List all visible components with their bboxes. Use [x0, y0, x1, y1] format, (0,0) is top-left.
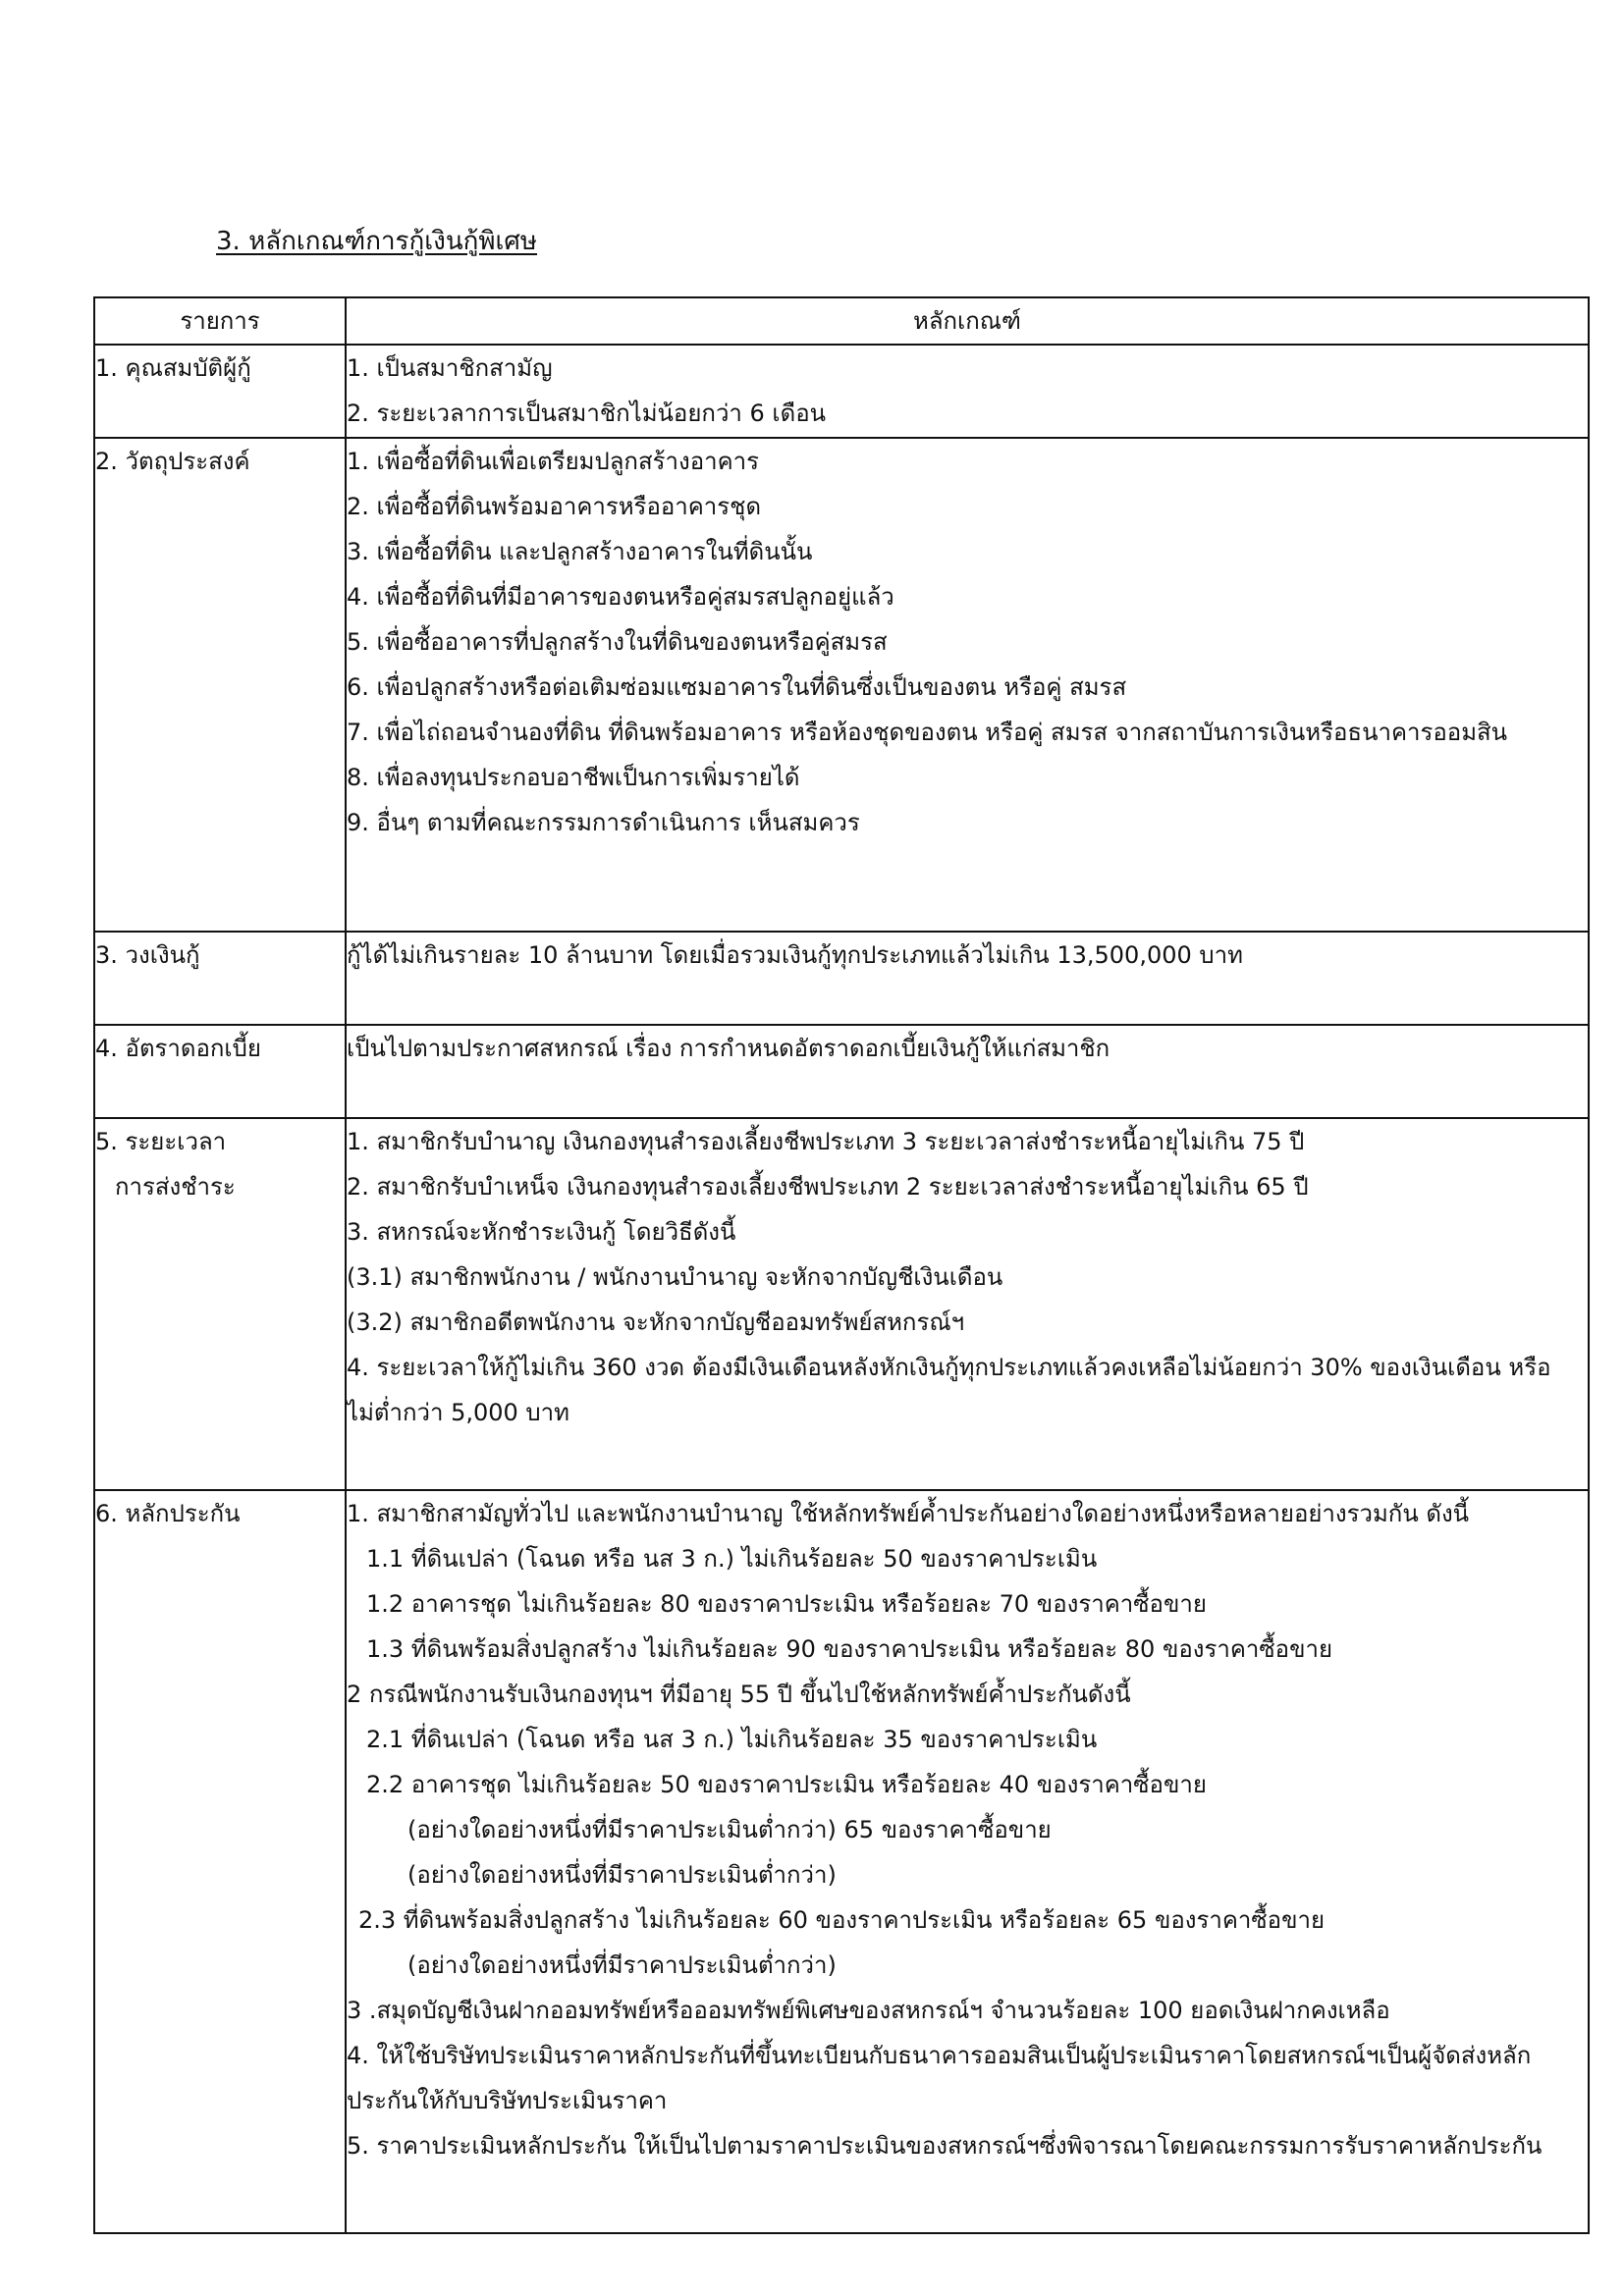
table-row-qualification	[94, 345, 1589, 438]
content-line: 4. ระยะเวลาให้กู้ไม่เกิน 360 งวด ต้องมีเงินเดือนหลังหักเงินกู้ทุกประเภทแล้วคงเหลือไม่น้อยกว่า 30% ของเงินเดือน หรือไม่ต่ำกว่า 5,000 บาท	[347, 1354, 1551, 1426]
row-label-text: 4. อัตราดอกเบี้ย	[95, 1035, 261, 1062]
content-line: 2. เพื่อซื้อที่ดินพร้อมอาคารหรืออาคารชุด	[347, 493, 762, 520]
row-label-text: 1. คุณสมบัติผู้กู้	[95, 354, 251, 382]
content-line: (3.2) สมาชิกอดีตพนักงาน จะหักจากบัญชีออมทรัพย์สหกรณ์ฯ	[347, 1308, 965, 1336]
table-header-row	[94, 297, 1589, 345]
criteria-table	[93, 296, 1590, 2234]
content-line: 2. สมาชิกรับบำเหน็จ เงินกองทุนสำรองเลี้ยงชีพประเภท 2 ระยะเวลาส่งชำระหนี้อายุไม่เกิน 65 ปี	[347, 1173, 1309, 1201]
content-line: 1.1 ที่ดินเปล่า (โฉนด หรือ นส 3 ก.) ไม่เกินร้อยละ 50 ของราคาประเมิน	[366, 1545, 1098, 1573]
content-line: 3. สหกรณ์จะหักชำระเงินกู้ โดยวิธีดังนี้	[347, 1218, 736, 1246]
content-line: 3 .สมุดบัญชีเงินฝากออมทรัพย์หรือออมทรัพย์พิเศษของสหกรณ์ฯ จำนวนร้อยละ 100 ยอดเงินฝากคงเหลือ	[347, 1997, 1390, 2024]
content-line: 1. เป็นสมาชิกสามัญ	[347, 354, 553, 382]
table-row-interest-rate	[94, 1025, 1589, 1118]
row-label	[94, 1490, 346, 2233]
content-line: 2. ระยะเวลาการเป็นสมาชิกไม่น้อยกว่า 6 เดือน	[347, 400, 827, 427]
content-line: 9. อื่นๆ ตามที่คณะกรรมการดำเนินการ เห็นสมควร	[347, 809, 860, 836]
content-line: (อย่างใดอย่างหนึ่งที่มีราคาประเมินต่ำกว่า)	[407, 1951, 837, 1979]
content-line: (3.1) สมาชิกพนักงาน / พนักงานบำนาญ จะหักจากบัญชีเงินเดือน	[347, 1263, 1003, 1291]
table-row-loan-limit	[94, 932, 1589, 1025]
content-line: 7. เพื่อไถ่ถอนจำนองที่ดิน ที่ดินพร้อมอาคาร หรือห้องชุดของตน หรือคู่ สมรส จากสถาบันการเงินหรือธนาคารออมสิน	[347, 719, 1508, 746]
column-header-criteria: หลักเกณฑ์	[346, 297, 1589, 345]
content-line: 2 กรณีพนักงานรับเงินกองทุนฯ ที่มีอายุ 55 ปี ขึ้นไปใช้หลักทรัพย์ค้ำประกันดังนี้	[347, 1681, 1131, 1708]
row-content	[346, 1118, 1589, 1490]
content-line: 4. ให้ใช้บริษัทประเมินราคาหลักประกันที่ขึ้นทะเบียนกับธนาคารออมสินเป็นผู้ประเมินราคาโดยสหกรณ์ฯเป็นผู้จัดส่งหลักประกันให้กับบริษัทประเมินราคา	[347, 2042, 1532, 2114]
page-title: 3. หลักเกณฑ์การกู้เงินกู้พิเศษ	[216, 227, 538, 256]
content-line: 5. ราคาประเมินหลักประกัน ให้เป็นไปตามราคาประเมินของสหกรณ์ฯซึ่งพิจารณาโดยคณะกรรมการรับราคาหลักประกัน	[347, 2132, 1543, 2160]
content-line: (อย่างใดอย่างหนึ่งที่มีราคาประเมินต่ำกว่า)	[407, 1861, 837, 1889]
row-label-text: 6. หลักประกัน	[95, 1500, 241, 1527]
content-line: 2.3 ที่ดินพร้อมสิ่งปลูกสร้าง ไม่เกินร้อยละ 60 ของราคาประเมิน หรือร้อยละ 65 ของราคาซื้อขาย	[358, 1906, 1326, 1934]
content-line: 1.2 อาคารชุด ไม่เกินร้อยละ 80 ของราคาประเมิน หรือร้อยละ 70 ของราคาซื้อขาย	[366, 1590, 1207, 1618]
row-label-text: การส่งชำระ	[115, 1173, 236, 1201]
content-line: 6. เพื่อปลูกสร้างหรือต่อเติมซ่อมแซมอาคารในที่ดินซึ่งเป็นของตน หรือคู่ สมรส	[347, 673, 1127, 701]
content-line: 1. สมาชิกรับบำนาญ เงินกองทุนสำรองเลี้ยงชีพประเภท 3 ระยะเวลาส่งชำระหนี้อายุไม่เกิน 75 ปี	[347, 1128, 1305, 1155]
content-line: เป็นไปตามประกาศสหกรณ์ เรื่อง การกำหนดอัตราดอกเบี้ยเงินกู้ให้แก่สมาชิก	[347, 1035, 1110, 1062]
content-line: 1. สมาชิกสามัญทั่วไป และพนักงานบำนาญ ใช้หลักทรัพย์ค้ำประกันอย่างใดอย่างหนึ่งหรือหลายอย่างรวมกัน ดังนี้	[347, 1500, 1470, 1527]
content-line: 5. เพื่อซื้ออาคารที่ปลูกสร้างในที่ดินของตนหรือคู่สมรส	[347, 628, 888, 656]
content-line: กู้ได้ไม่เกินรายละ 10 ล้านบาท โดยเมื่อรวมเงินกู้ทุกประเภทแล้วไม่เกิน 13,500,000 บาท	[347, 941, 1243, 969]
row-content	[346, 438, 1589, 932]
row-content	[346, 345, 1589, 438]
row-label	[94, 438, 346, 932]
table-row-repayment-period	[94, 1118, 1589, 1490]
content-line: 2.2 อาคารชุด ไม่เกินร้อยละ 50 ของราคาประเมิน หรือร้อยละ 40 ของราคาซื้อขาย	[366, 1771, 1207, 1798]
column-header-item: รายการ	[94, 297, 346, 345]
row-content	[346, 1490, 1589, 2233]
content-line: (อย่างใดอย่างหนึ่งที่มีราคาประเมินต่ำกว่า) 65 ของราคาซื้อขาย	[407, 1816, 1052, 1843]
content-line: 4. เพื่อซื้อที่ดินที่มีอาคารของตนหรือคู่สมรสปลูกอยู่แล้ว	[347, 583, 894, 611]
content-line: 1. เพื่อซื้อที่ดินเพื่อเตรียมปลูกสร้างอาคาร	[347, 448, 759, 475]
row-label	[94, 345, 346, 438]
row-label	[94, 932, 346, 1025]
content-line: 3. เพื่อซื้อที่ดิน และปลูกสร้างอาคารในที่ดินนั้น	[347, 538, 813, 565]
table-row-collateral	[94, 1490, 1589, 2233]
row-label	[94, 1025, 346, 1118]
row-label-text: 2. วัตถุประสงค์	[95, 448, 250, 475]
row-label	[94, 1118, 346, 1490]
content-line: 2.1 ที่ดินเปล่า (โฉนด หรือ นส 3 ก.) ไม่เกินร้อยละ 35 ของราคาประเมิน	[366, 1726, 1098, 1753]
row-label-text: 3. วงเงินกู้	[95, 941, 200, 969]
content-line: 1.3 ที่ดินพร้อมสิ่งปลูกสร้าง ไม่เกินร้อยละ 90 ของราคาประเมิน หรือร้อยละ 80 ของราคาซื้อขาย	[366, 1635, 1333, 1663]
table-row-objective	[94, 438, 1589, 932]
content-line: 8. เพื่อลงทุนประกอบอาชีพเป็นการเพิ่มรายได้	[347, 764, 800, 791]
row-content	[346, 932, 1589, 1025]
row-content	[346, 1025, 1589, 1118]
row-label-text: 5. ระยะเวลา	[95, 1128, 227, 1155]
